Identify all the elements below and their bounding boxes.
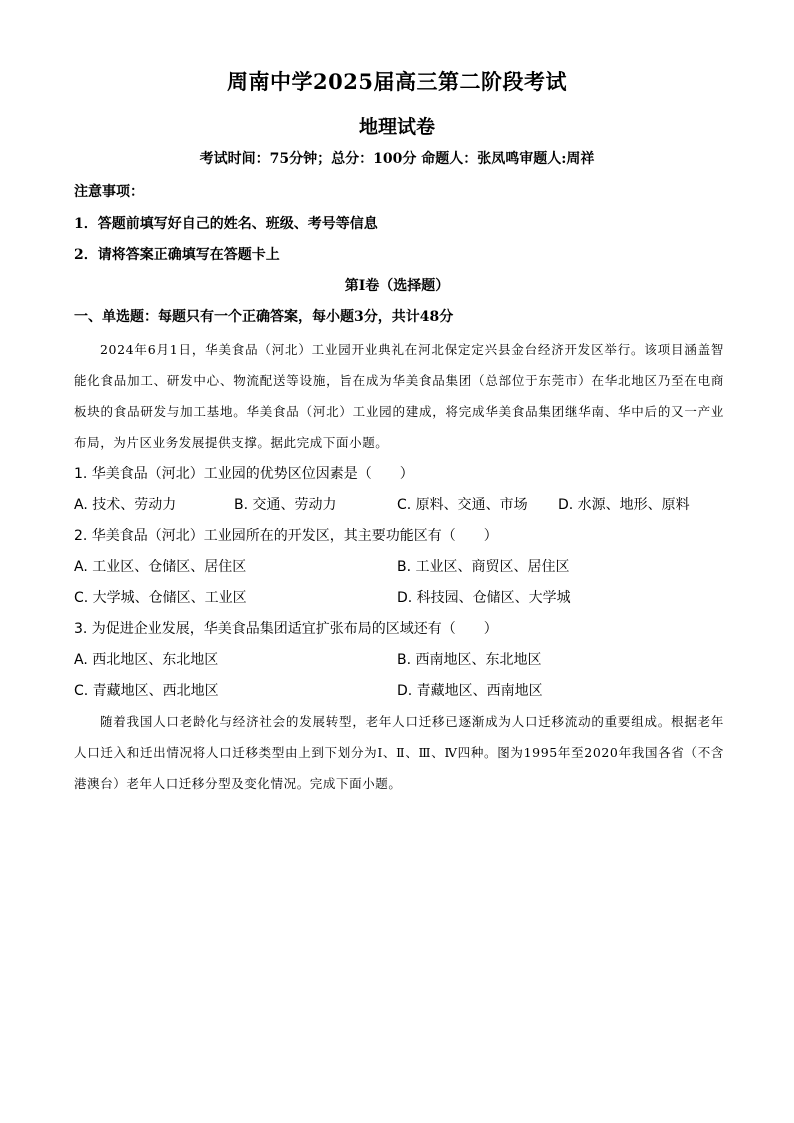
question-3-option-a: A. 西北地区、东北地区 [74,652,219,668]
question-1-option-a: A. 技术、劳动力 [74,497,177,513]
notice-item-2: 2．请将答案正确填写在答题卡上 [74,247,280,263]
notice-item-1: 1．答题前填写好自己的姓名、班级、考号等信息 [74,216,378,232]
question-1-option-d: D. 水源、地形、原料 [558,497,690,513]
question-1-stem: 1. 华美食品（河北）工业园的优势区位因素是（ ） [74,466,414,482]
exam-meta: 考试时间：75分钟；总分：100分 命题人：张凤鸣审题人:周祥 [199,151,595,167]
part1-title: 第I卷（选择题） [344,278,450,294]
exam-subject: 地理试卷 [358,116,435,138]
exam-title: 周南中学2025届高三第二阶段考试 [227,69,567,94]
question-2-option-d: D. 科技园、仓储区、大学城 [397,590,571,606]
question-3-stem: 3. 为促进企业发展，华美食品集团适宜扩张布局的区域还有（ ） [74,621,498,637]
question-1-option-b: B. 交通、劳动力 [234,497,337,513]
question-2-option-a: A. 工业区、仓储区、居住区 [74,559,247,575]
question-3-option-c: C. 青藏地区、西北地区 [74,683,219,699]
passage-1: 2024年6月1日，华美食品（河北）工业园开业典礼在河北保定定兴县金台经济开发区举行。该项目涵盖智能化食品加工、研发中心、物流配送等设施，旨在成为华美食品集团（总部位于东莞市）在华北地区乃至在电商板块的食品研发与加工基地。华美食品（河北）工业园的建成，将完成华美食品集团继华南、华中后的又一产业布局，为片区业务发展提供支撑。据此完成下面小题。 [74,342,724,450]
question-3-option-b: B. 西南地区、东北地区 [397,652,542,668]
passage-2: 随着我国人口老龄化与经济社会的发展转型，老年人口迁移已逐渐成为人口迁移流动的重要组成。根据老年人口迁入和迁出情况将人口迁移类型由上到下划分为Ⅰ、Ⅱ、Ⅲ、Ⅳ四种。图为1995年至2020年我国各省（不含港澳台）老年人口迁移分型及变化情况。完成下面小题。 [74,714,724,791]
question-1-option-c: C. 原料、交通、市场 [397,497,528,513]
section-heading: 一、单选题：每题只有一个正确答案，每小题3分，共计48分 [74,309,454,325]
question-2-option-b: B. 工业区、商贸区、居住区 [397,559,570,575]
question-3-option-d: D. 青藏地区、西南地区 [397,683,543,699]
question-2-option-c: C. 大学城、仓储区、工业区 [74,590,247,606]
question-2-stem: 2. 华美食品（河北）工业园所在的开发区，其主要功能区有（ ） [74,528,498,544]
notice-heading: 注意事项： [74,184,144,200]
